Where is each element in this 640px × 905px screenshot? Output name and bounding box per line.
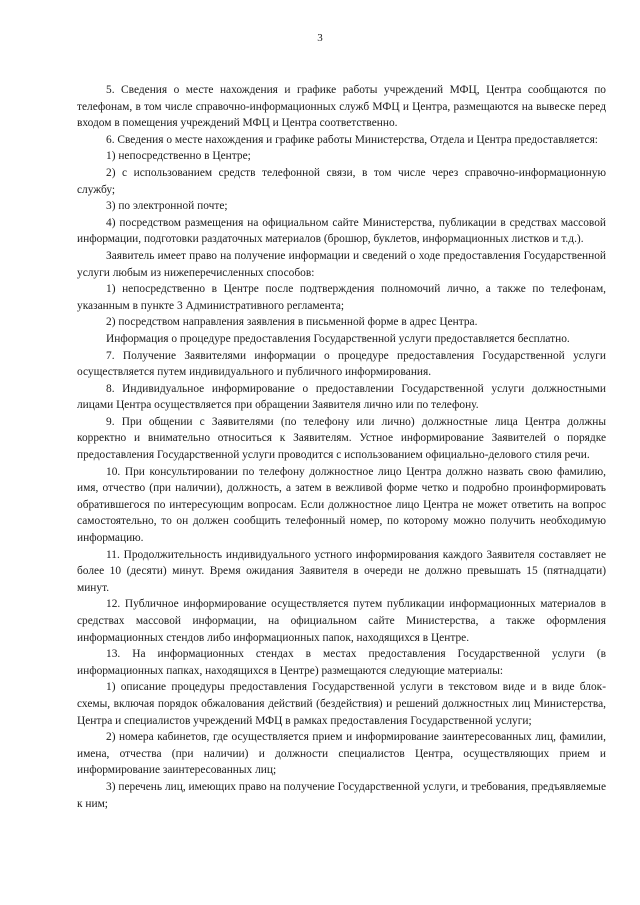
paragraph: 1) непосредственно в Центре после подтверждения полномочий лично, а также по телефонам, указанным в пункте 3 Административного регламента; — [77, 283, 606, 312]
paragraph: 8. Индивидуальное информирование о предоставлении Государственной услуги должностными лицами Центра осуществляется при обращении Заявителя лично или по телефону. — [77, 382, 606, 412]
document-body — [77, 82, 606, 812]
paragraph: 3) перечень лиц, имеющих право на получение Государственной услуги, и требования, предъявляемые к ним; — [77, 780, 606, 810]
paragraph: 5. Сведения о месте нахождения и графике работы учреждений МФЦ, Центра сообщаются по телефонам, в том числе справочно-информационных служб МФЦ и Центра, размещаются на вывеске перед входом в помещения учреждений МФЦ и Центра соответственно. — [77, 84, 606, 130]
paragraph: 13. На информационных стендах в местах предоставления Государственной услуги (в информационных папках, находящихся в Центре) размещаются следующие материалы: — [77, 648, 606, 677]
paragraph: Заявитель имеет право на получение информации и сведений о ходе предоставления Государственной услуги любым из нижеперечисленных способов: — [77, 249, 606, 279]
paragraph: 2) с использованием средств телефонной связи, в том числе через справочно-информационную службу; — [77, 166, 606, 196]
paragraph: 1) описание процедуры предоставления Государственной услуги в текстовом виде и в виде блок-схемы, включая порядок обжалования действий (бездействия) и решений должностных лиц Министерства, Центра и специалистов учреждений МФЦ в рамках предоставления Государственной услуги; — [77, 681, 606, 727]
paragraph: Информация о процедуре предоставления Государственной услуги предоставляется бесплатно. — [106, 332, 570, 345]
paragraph: 10. При консультировании по телефону должностное лицо Центра должно назвать свою фамилию, имя, отчество (при наличии), должность, а затем в вежливой форме четко и подробно проинформировать обратившегося по интересующим вопросам. Если должностное лицо Центра не может ответить на вопрос самостоятельно, то он должен сообщить телефонный номер, по которому можно получить необходимую информацию. — [77, 465, 606, 545]
paragraph: 1) непосредственно в Центре; — [106, 150, 251, 163]
paragraph: 9. При общении с Заявителями (по телефону или лично) должностные лица Центра должны корректно и внимательно относиться к Заявителям. Устное информирование Заявителей о порядке предоставления Государственной услуги проводится с использованием официально-делового стиля речи. — [77, 415, 606, 462]
paragraph: 6. Сведения о месте нахождения и графике работы Министерства, Отдела и Центра предоставляется: — [106, 133, 598, 146]
paragraph: 3) по электронной почте; — [106, 200, 228, 213]
paragraph: 2) посредством направления заявления в письменной форме в адрес Центра. — [106, 316, 478, 329]
paragraph: 7. Получение Заявителями информации о процедуре предоставления Государственной услуги осуществляется путем индивидуального и публичного информирования. — [77, 349, 606, 379]
paragraph: 4) посредством размещения на официальном сайте Министерства, публикации в средствах массовой информации, подготовки раздаточных материалов (брошюр, буклетов, информационных листков и т.д.). — [77, 216, 606, 246]
paragraph: 12. Публичное информирование осуществляется путем публикации информационных материалов в средствах массовой информации, на официальном сайте Министерства, а также оформления информационных стендов либо информационных папок, находящихся в Центре. — [77, 598, 606, 644]
page-number: 3 — [317, 32, 323, 44]
paragraph: 2) номера кабинетов, где осуществляется прием и информирование заинтересованных лиц, фамилии, имена, отчества (при наличии) и должности специалистов Центра, осуществляющих прием и информирование заинтересованных лиц; — [77, 731, 606, 777]
paragraph: 11. Продолжительность индивидуального устного информирования каждого Заявителя составляет не более 10 (десяти) минут. Время ожидания Заявителя в очереди не должно превышать 15 (пятнадцати) минут. — [77, 548, 606, 594]
